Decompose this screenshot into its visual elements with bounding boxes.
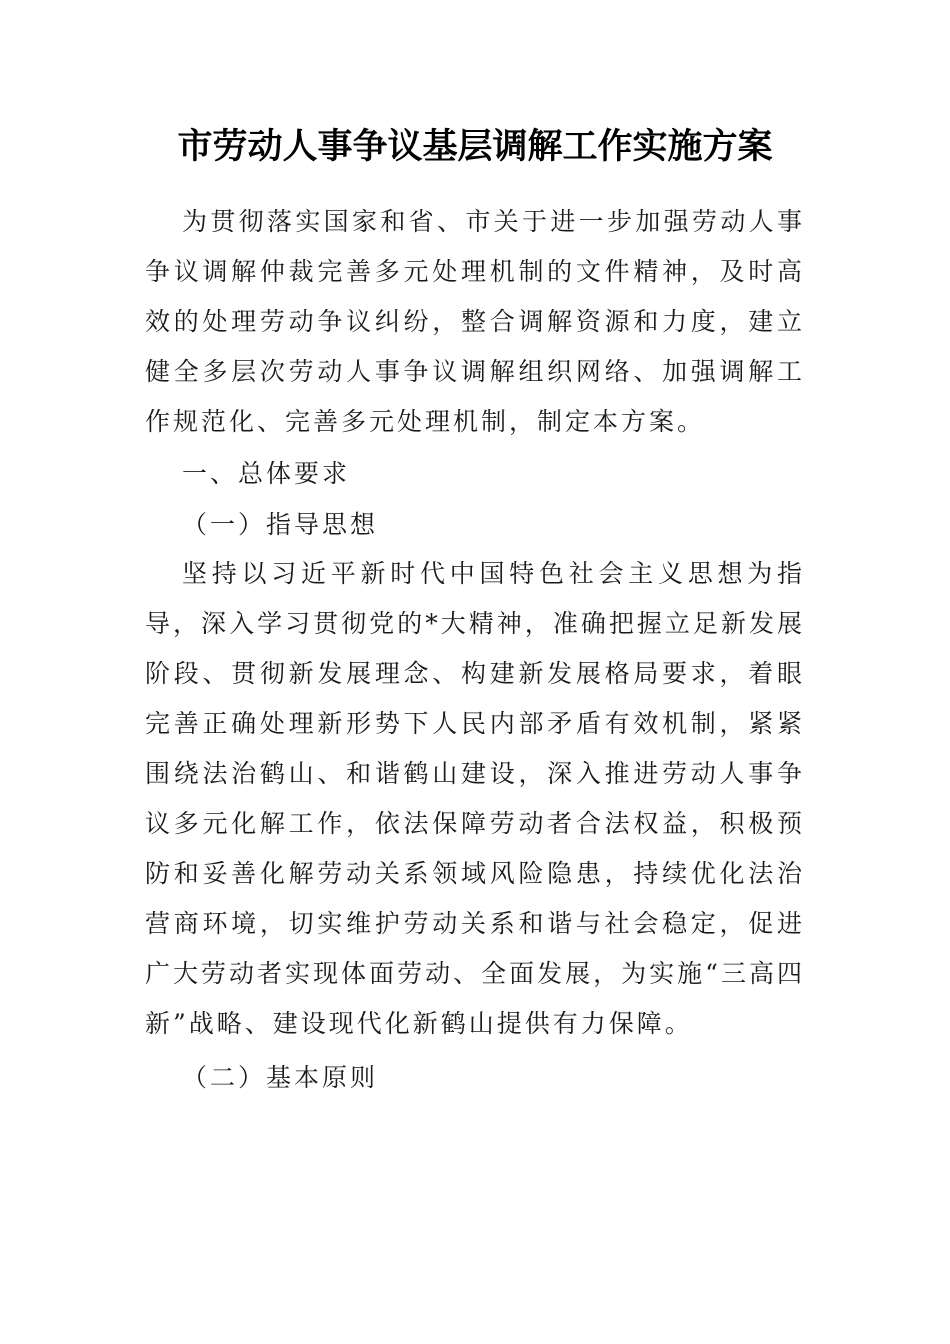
subsection-heading-guiding-ideology: （一）指导思想: [182, 510, 379, 539]
guiding-ideology-paragraph: 坚持以习近平新时代中国特色社会主义思想为指导，深入学习贯彻党的*大精神，准确把握立足新发展阶段、贯彻新发展理念、构建新发展格局要求，着眼完善正确处理新形势下人民内部矛盾有效机制，紧紧围绕法治鹤山、和谐鹤山建设，深入推进劳动人事争议多元化解工作，依法保障劳动者合法权益，积极预防和妥善化解劳动关系领域风险隐患，持续优化法治营商环境，切实维护劳动关系和谐与社会稳定，促进广大劳动者实现体面劳动、全面发展，为实施“三高四新”战略、建设现代化新鹤山提供有力保障。: [145, 559, 805, 1038]
document-title: 市劳动人事争议基层调解工作实施方案: [177, 126, 773, 167]
section-heading-overall-requirements: 一、总体要求: [182, 459, 351, 488]
subsection-heading-basic-principles: （二）基本原则: [182, 1063, 379, 1092]
intro-paragraph: 为贯彻落实国家和省、市关于进一步加强劳动人事争议调解仲裁完善多元处理机制的文件精神，及时高效的处理劳动争议纠纷，整合调解资源和力度，建立健全多层次劳动人事争议调解组织网络、加强调解工作规范化、完善多元处理机制，制定本方案。: [145, 207, 805, 436]
